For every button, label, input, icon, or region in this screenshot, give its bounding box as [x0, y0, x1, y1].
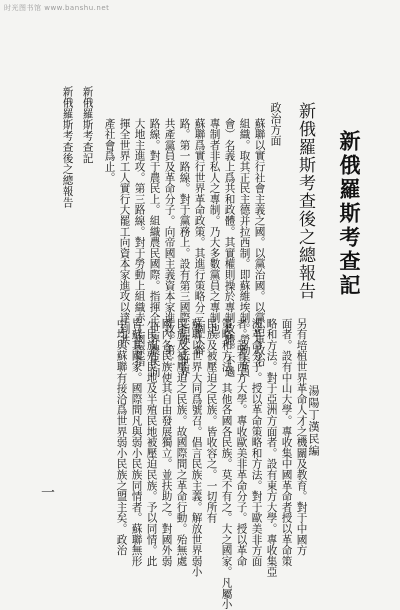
- text-column: 洲革命分子。授以革命策略和方法。對于歐美非方面: [250, 318, 263, 567]
- text-column: 路線。對于農民上。組織農民國際。指揮全世界農民向: [148, 118, 161, 378]
- text-column: 路。第一路線。對于黨務上。設有第三國際指揮全世界: [178, 118, 191, 378]
- subsection-heading: 政治方面: [269, 102, 282, 146]
- running-head: 新俄羅斯考查記: [81, 86, 94, 164]
- text-column: 者。設有西方大學。專收歐美非革命分子。授以革命: [235, 318, 248, 567]
- text-column: 民族及被壓迫之民族。故國際間之革命行動。殆無處: [175, 318, 188, 567]
- text-column: 組織。取其正民主德并拉西制。即蘇維埃制。勞動委員: [238, 118, 251, 378]
- page-number: 一: [39, 485, 55, 499]
- text-column: 另有培植世界革命人才之機關及教育。對于中國方: [295, 318, 308, 556]
- text-column: 略和方法。對于亞洲方面者。設有東方大學。專收集亞: [265, 318, 278, 578]
- watermark: 时光图书馆 www.banshu.net: [4, 4, 110, 12]
- text-column: 大地主進攻。第三路線。對于勞動上組織赤工國際指: [133, 118, 146, 367]
- text-column: 專制者非私人之專制。乃大多數黨員之專制也。: [208, 118, 221, 345]
- text-column: 中均與蘇聯有接洽爲世界弱小民族之盟主矣。政治: [115, 318, 128, 556]
- text-column: 蘇聯以世界大同爲號召。倡言民族主義。解放世界弱小: [190, 318, 203, 578]
- text-column: 蘇聯爲實行世界革命政策。其進行策略分三個大幹: [193, 118, 206, 356]
- book-title: 新俄羅斯考查記: [337, 130, 362, 298]
- text-column: 蘇聯以實行社會主義之國。以黨治國。以黨治軍政治: [253, 118, 266, 367]
- text-column: 共產黨員及革命分子。向帝國主義資本家進攻。第二: [163, 118, 176, 367]
- text-column: 會）名義上爲共和政體。其實權則操於專制政體。不過: [223, 118, 236, 378]
- text-column: 策略和方法。其他各國各民族。莫不有之。大之國家。凡屬小: [220, 318, 233, 610]
- text-column: 產社會爲止。: [103, 118, 116, 183]
- text-column: 民族及被壓迫之民族。皆收容之。一切所有: [205, 318, 218, 524]
- text-column: 皆蘇其國家。國際間凡與弱小民族同情者。蘇聯無形: [130, 318, 143, 567]
- text-column: 小民族殖民地及半殖民地被壓迫民族。予以同情。此: [145, 318, 158, 567]
- text-column: 國內各民族使其自由發展獨立。並扶助之。對國外弱: [160, 318, 173, 567]
- section-title: 新俄羅斯考查後之總報告: [295, 102, 315, 300]
- running-head: 新俄羅斯考查後之總報告: [61, 86, 74, 209]
- text-column: 面者。設有中山大學。專收集中國革命者授以革命策: [280, 318, 293, 567]
- text-column: 揮全世界工人實行大罷工向資本家進攻以達到共: [118, 118, 131, 345]
- editor-credit: 湯陽丁漢民編: [307, 385, 320, 457]
